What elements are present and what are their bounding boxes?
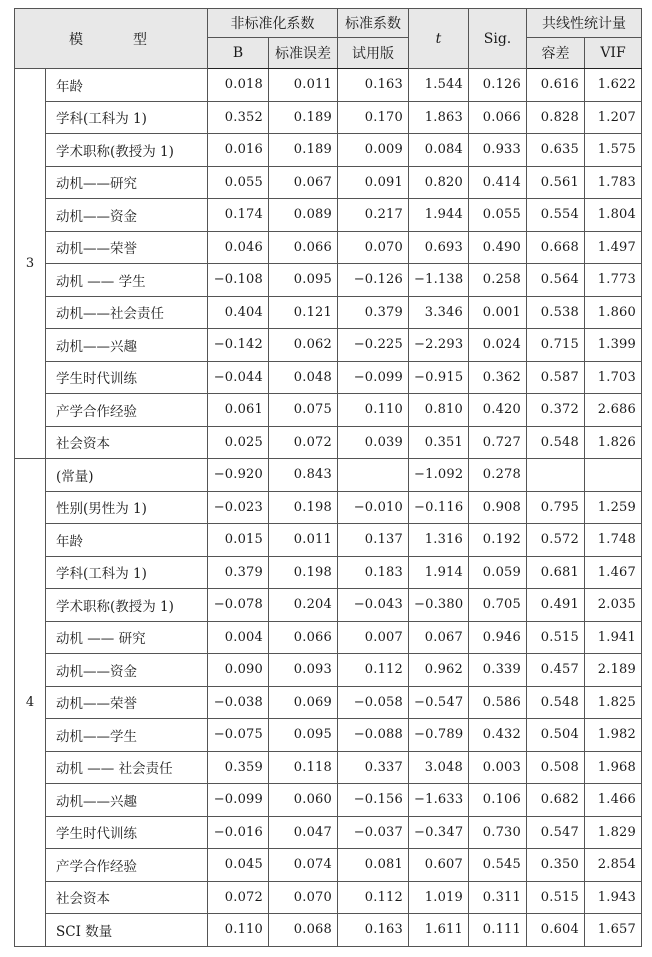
cell-vif: 1.829 xyxy=(585,816,642,849)
cell-std-error: 0.011 xyxy=(269,524,338,557)
table-row xyxy=(15,491,642,524)
cell-beta: −0.099 xyxy=(338,361,409,394)
cell-sig: 0.001 xyxy=(469,296,527,329)
cell-b: 0.016 xyxy=(208,134,269,167)
cell-tolerance: 0.538 xyxy=(527,296,585,329)
cell-variable: 学术职称(教授为 1) xyxy=(46,589,208,622)
header-unstandardized-coefficients: 非标准化系数 xyxy=(208,9,338,38)
cell-b: −0.099 xyxy=(208,784,269,817)
cell-b: 0.061 xyxy=(208,394,269,427)
cell-model-number: 4 xyxy=(15,459,46,947)
cell-beta: −0.126 xyxy=(338,264,409,297)
cell-sig: 0.946 xyxy=(469,621,527,654)
cell-variable: SCI 数量 xyxy=(46,914,208,947)
cell-std-error: 0.047 xyxy=(269,816,338,849)
table-row xyxy=(15,751,642,784)
cell-tolerance: 0.561 xyxy=(527,166,585,199)
table-row xyxy=(15,134,642,167)
cell-std-error: 0.075 xyxy=(269,394,338,427)
cell-t: 0.351 xyxy=(409,426,469,459)
cell-std-error: 0.089 xyxy=(269,199,338,232)
cell-t: −0.789 xyxy=(409,719,469,752)
cell-beta: −0.058 xyxy=(338,686,409,719)
cell-vif: 1.467 xyxy=(585,556,642,589)
cell-variable: 动机 —— 学生 xyxy=(46,264,208,297)
cell-tolerance: 0.715 xyxy=(527,329,585,362)
cell-b: 0.110 xyxy=(208,914,269,947)
table-row xyxy=(15,264,642,297)
cell-b: 0.015 xyxy=(208,524,269,557)
cell-sig: 0.311 xyxy=(469,881,527,914)
cell-variable: 动机——兴趣 xyxy=(46,784,208,817)
cell-variable: 动机 —— 社会责任 xyxy=(46,751,208,784)
cell-std-error: 0.198 xyxy=(269,491,338,524)
cell-sig: 0.908 xyxy=(469,491,527,524)
cell-b: 0.352 xyxy=(208,101,269,134)
cell-t: −0.915 xyxy=(409,361,469,394)
cell-t: −0.347 xyxy=(409,816,469,849)
table-row xyxy=(15,296,642,329)
cell-vif: 1.825 xyxy=(585,686,642,719)
cell-beta: −0.043 xyxy=(338,589,409,622)
cell-t: −0.116 xyxy=(409,491,469,524)
cell-t: −1.092 xyxy=(409,459,469,492)
cell-beta: 0.379 xyxy=(338,296,409,329)
cell-tolerance: 0.572 xyxy=(527,524,585,557)
cell-tolerance: 0.681 xyxy=(527,556,585,589)
cell-vif: 1.941 xyxy=(585,621,642,654)
cell-beta: 0.070 xyxy=(338,231,409,264)
cell-tolerance: 0.682 xyxy=(527,784,585,817)
cell-b: −0.078 xyxy=(208,589,269,622)
table-row xyxy=(15,784,642,817)
regression-coefficients-table xyxy=(14,8,642,947)
cell-vif: 1.207 xyxy=(585,101,642,134)
table-row xyxy=(15,881,642,914)
table-row xyxy=(15,394,642,427)
cell-vif: 1.497 xyxy=(585,231,642,264)
cell-std-error: 0.074 xyxy=(269,849,338,882)
cell-beta: 0.217 xyxy=(338,199,409,232)
header-tolerance: 容差 xyxy=(527,38,585,69)
cell-variable: 动机——研究 xyxy=(46,166,208,199)
cell-t: 1.316 xyxy=(409,524,469,557)
cell-sig: 0.106 xyxy=(469,784,527,817)
cell-vif: 1.259 xyxy=(585,491,642,524)
cell-b: 0.025 xyxy=(208,426,269,459)
cell-t: 0.962 xyxy=(409,654,469,687)
regression-table-container xyxy=(14,8,641,947)
cell-sig: 0.730 xyxy=(469,816,527,849)
table-row xyxy=(15,686,642,719)
cell-std-error: 0.069 xyxy=(269,686,338,719)
cell-std-error: 0.121 xyxy=(269,296,338,329)
cell-beta: −0.088 xyxy=(338,719,409,752)
cell-vif: 2.035 xyxy=(585,589,642,622)
cell-sig: 0.059 xyxy=(469,556,527,589)
cell-tolerance: 0.547 xyxy=(527,816,585,849)
cell-vif: 1.783 xyxy=(585,166,642,199)
cell-b: 0.046 xyxy=(208,231,269,264)
cell-variable: 年龄 xyxy=(46,524,208,557)
table-row xyxy=(15,654,642,687)
table-row xyxy=(15,199,642,232)
cell-tolerance: 0.668 xyxy=(527,231,585,264)
cell-variable: 动机——资金 xyxy=(46,654,208,687)
cell-t: 0.820 xyxy=(409,166,469,199)
cell-sig: 0.727 xyxy=(469,426,527,459)
cell-variable: 学术职称(教授为 1) xyxy=(46,134,208,167)
cell-sig: 0.126 xyxy=(469,69,527,102)
table-row xyxy=(15,524,642,557)
cell-std-error: 0.843 xyxy=(269,459,338,492)
table-row xyxy=(15,101,642,134)
table-row xyxy=(15,231,642,264)
table-row xyxy=(15,361,642,394)
cell-sig: 0.490 xyxy=(469,231,527,264)
cell-beta xyxy=(338,459,409,492)
cell-variable: (常量) xyxy=(46,459,208,492)
cell-std-error: 0.072 xyxy=(269,426,338,459)
table-row xyxy=(15,69,642,102)
cell-sig: 0.066 xyxy=(469,101,527,134)
cell-variable: 动机——荣誉 xyxy=(46,686,208,719)
cell-vif xyxy=(585,459,642,492)
cell-vif: 1.657 xyxy=(585,914,642,947)
header-standardized-coefficients: 标准系数 xyxy=(338,9,409,38)
cell-b: −0.920 xyxy=(208,459,269,492)
header-sig: Sig. xyxy=(469,9,527,69)
cell-b: 0.404 xyxy=(208,296,269,329)
cell-tolerance: 0.828 xyxy=(527,101,585,134)
cell-beta: 0.137 xyxy=(338,524,409,557)
cell-tolerance: 0.508 xyxy=(527,751,585,784)
table-row xyxy=(15,589,642,622)
cell-t: 0.607 xyxy=(409,849,469,882)
header-vif: VIF xyxy=(585,38,642,69)
cell-vif: 1.968 xyxy=(585,751,642,784)
cell-model-number: 3 xyxy=(15,69,46,459)
cell-vif: 1.826 xyxy=(585,426,642,459)
cell-sig: 0.586 xyxy=(469,686,527,719)
cell-tolerance: 0.491 xyxy=(527,589,585,622)
cell-sig: 0.055 xyxy=(469,199,527,232)
cell-tolerance: 0.635 xyxy=(527,134,585,167)
cell-sig: 0.362 xyxy=(469,361,527,394)
cell-std-error: 0.118 xyxy=(269,751,338,784)
cell-t: −2.293 xyxy=(409,329,469,362)
cell-beta: 0.007 xyxy=(338,621,409,654)
cell-b: 0.359 xyxy=(208,751,269,784)
cell-vif: 1.399 xyxy=(585,329,642,362)
cell-b: −0.142 xyxy=(208,329,269,362)
cell-beta: 0.039 xyxy=(338,426,409,459)
cell-tolerance: 0.795 xyxy=(527,491,585,524)
cell-t: −0.547 xyxy=(409,686,469,719)
cell-t: −1.138 xyxy=(409,264,469,297)
cell-sig: 0.432 xyxy=(469,719,527,752)
cell-variable: 社会资本 xyxy=(46,881,208,914)
cell-variable: 产学合作经验 xyxy=(46,849,208,882)
cell-std-error: 0.095 xyxy=(269,264,338,297)
cell-t: −0.380 xyxy=(409,589,469,622)
cell-beta: 0.091 xyxy=(338,166,409,199)
cell-t: 0.810 xyxy=(409,394,469,427)
header-b: B xyxy=(208,38,269,69)
cell-tolerance: 0.548 xyxy=(527,686,585,719)
cell-beta: −0.156 xyxy=(338,784,409,817)
cell-std-error: 0.093 xyxy=(269,654,338,687)
cell-b: −0.108 xyxy=(208,264,269,297)
cell-std-error: 0.048 xyxy=(269,361,338,394)
table-body xyxy=(15,69,642,947)
cell-beta: −0.037 xyxy=(338,816,409,849)
cell-variable: 学生时代训练 xyxy=(46,816,208,849)
cell-tolerance: 0.554 xyxy=(527,199,585,232)
header-model: 模 型 xyxy=(15,9,208,69)
table-header xyxy=(15,9,642,69)
cell-sig: 0.705 xyxy=(469,589,527,622)
cell-std-error: 0.070 xyxy=(269,881,338,914)
cell-vif: 1.466 xyxy=(585,784,642,817)
cell-variable: 动机——荣誉 xyxy=(46,231,208,264)
cell-b: 0.055 xyxy=(208,166,269,199)
cell-vif: 1.773 xyxy=(585,264,642,297)
cell-sig: 0.933 xyxy=(469,134,527,167)
cell-tolerance: 0.372 xyxy=(527,394,585,427)
cell-sig: 0.003 xyxy=(469,751,527,784)
cell-t: 1.019 xyxy=(409,881,469,914)
cell-variable: 年龄 xyxy=(46,69,208,102)
cell-b: −0.044 xyxy=(208,361,269,394)
cell-t: 0.067 xyxy=(409,621,469,654)
header-t: t xyxy=(409,9,469,69)
cell-beta: 0.081 xyxy=(338,849,409,882)
cell-variable: 学科(工科为 1) xyxy=(46,556,208,589)
table-row xyxy=(15,166,642,199)
table-row xyxy=(15,816,642,849)
cell-beta: −0.010 xyxy=(338,491,409,524)
cell-std-error: 0.011 xyxy=(269,69,338,102)
cell-std-error: 0.060 xyxy=(269,784,338,817)
cell-beta: 0.163 xyxy=(338,914,409,947)
cell-std-error: 0.066 xyxy=(269,231,338,264)
cell-sig: 0.339 xyxy=(469,654,527,687)
cell-beta: 0.009 xyxy=(338,134,409,167)
cell-vif: 1.703 xyxy=(585,361,642,394)
cell-variable: 动机——社会责任 xyxy=(46,296,208,329)
cell-sig: 0.414 xyxy=(469,166,527,199)
cell-variable: 动机——资金 xyxy=(46,199,208,232)
cell-t: 0.693 xyxy=(409,231,469,264)
cell-vif: 2.854 xyxy=(585,849,642,882)
cell-variable: 学生时代训练 xyxy=(46,361,208,394)
cell-beta: 0.170 xyxy=(338,101,409,134)
table-row xyxy=(15,426,642,459)
cell-tolerance: 0.457 xyxy=(527,654,585,687)
cell-tolerance: 0.616 xyxy=(527,69,585,102)
table-row xyxy=(15,556,642,589)
cell-b: −0.038 xyxy=(208,686,269,719)
cell-sig: 0.111 xyxy=(469,914,527,947)
cell-vif: 1.748 xyxy=(585,524,642,557)
cell-tolerance: 0.604 xyxy=(527,914,585,947)
header-std-error: 标准误差 xyxy=(269,38,338,69)
cell-beta: 0.110 xyxy=(338,394,409,427)
cell-variable: 动机 —— 研究 xyxy=(46,621,208,654)
cell-std-error: 0.095 xyxy=(269,719,338,752)
cell-vif: 1.575 xyxy=(585,134,642,167)
cell-b: 0.004 xyxy=(208,621,269,654)
cell-beta: 0.112 xyxy=(338,881,409,914)
cell-tolerance: 0.515 xyxy=(527,881,585,914)
cell-beta: 0.337 xyxy=(338,751,409,784)
cell-vif: 2.189 xyxy=(585,654,642,687)
cell-b: 0.018 xyxy=(208,69,269,102)
cell-beta: 0.163 xyxy=(338,69,409,102)
cell-variable: 动机——兴趣 xyxy=(46,329,208,362)
cell-t: 1.544 xyxy=(409,69,469,102)
cell-sig: 0.278 xyxy=(469,459,527,492)
cell-b: 0.379 xyxy=(208,556,269,589)
header-collinearity-statistics: 共线性统计量 xyxy=(527,9,642,38)
cell-t: −1.633 xyxy=(409,784,469,817)
table-row xyxy=(15,849,642,882)
cell-variable: 性别(男性为 1) xyxy=(46,491,208,524)
cell-tolerance: 0.515 xyxy=(527,621,585,654)
cell-vif: 1.982 xyxy=(585,719,642,752)
cell-sig: 0.420 xyxy=(469,394,527,427)
cell-tolerance: 0.504 xyxy=(527,719,585,752)
cell-b: 0.090 xyxy=(208,654,269,687)
cell-t: 3.048 xyxy=(409,751,469,784)
table-row xyxy=(15,459,642,492)
cell-t: 1.944 xyxy=(409,199,469,232)
cell-std-error: 0.189 xyxy=(269,101,338,134)
cell-std-error: 0.189 xyxy=(269,134,338,167)
cell-tolerance: 0.587 xyxy=(527,361,585,394)
cell-b: 0.072 xyxy=(208,881,269,914)
header-beta: 试用版 xyxy=(338,38,409,69)
cell-std-error: 0.204 xyxy=(269,589,338,622)
cell-t: 0.084 xyxy=(409,134,469,167)
cell-std-error: 0.068 xyxy=(269,914,338,947)
cell-vif: 1.804 xyxy=(585,199,642,232)
table-row xyxy=(15,329,642,362)
cell-std-error: 0.198 xyxy=(269,556,338,589)
cell-std-error: 0.066 xyxy=(269,621,338,654)
cell-b: 0.045 xyxy=(208,849,269,882)
cell-t: 3.346 xyxy=(409,296,469,329)
cell-tolerance: 0.350 xyxy=(527,849,585,882)
cell-vif: 2.686 xyxy=(585,394,642,427)
table-row xyxy=(15,621,642,654)
cell-sig: 0.024 xyxy=(469,329,527,362)
table-row xyxy=(15,914,642,947)
cell-variable: 产学合作经验 xyxy=(46,394,208,427)
cell-variable: 学科(工科为 1) xyxy=(46,101,208,134)
cell-tolerance xyxy=(527,459,585,492)
cell-t: 1.914 xyxy=(409,556,469,589)
cell-beta: 0.183 xyxy=(338,556,409,589)
table-row xyxy=(15,719,642,752)
cell-std-error: 0.067 xyxy=(269,166,338,199)
cell-sig: 0.192 xyxy=(469,524,527,557)
cell-variable: 动机——学生 xyxy=(46,719,208,752)
cell-variable: 社会资本 xyxy=(46,426,208,459)
cell-b: −0.023 xyxy=(208,491,269,524)
cell-sig: 0.258 xyxy=(469,264,527,297)
cell-vif: 1.943 xyxy=(585,881,642,914)
cell-tolerance: 0.548 xyxy=(527,426,585,459)
cell-beta: 0.112 xyxy=(338,654,409,687)
cell-t: 1.611 xyxy=(409,914,469,947)
cell-vif: 1.860 xyxy=(585,296,642,329)
cell-vif: 1.622 xyxy=(585,69,642,102)
cell-beta: −0.225 xyxy=(338,329,409,362)
cell-tolerance: 0.564 xyxy=(527,264,585,297)
cell-t: 1.863 xyxy=(409,101,469,134)
cell-b: −0.075 xyxy=(208,719,269,752)
cell-sig: 0.545 xyxy=(469,849,527,882)
cell-b: 0.174 xyxy=(208,199,269,232)
cell-std-error: 0.062 xyxy=(269,329,338,362)
cell-b: −0.016 xyxy=(208,816,269,849)
